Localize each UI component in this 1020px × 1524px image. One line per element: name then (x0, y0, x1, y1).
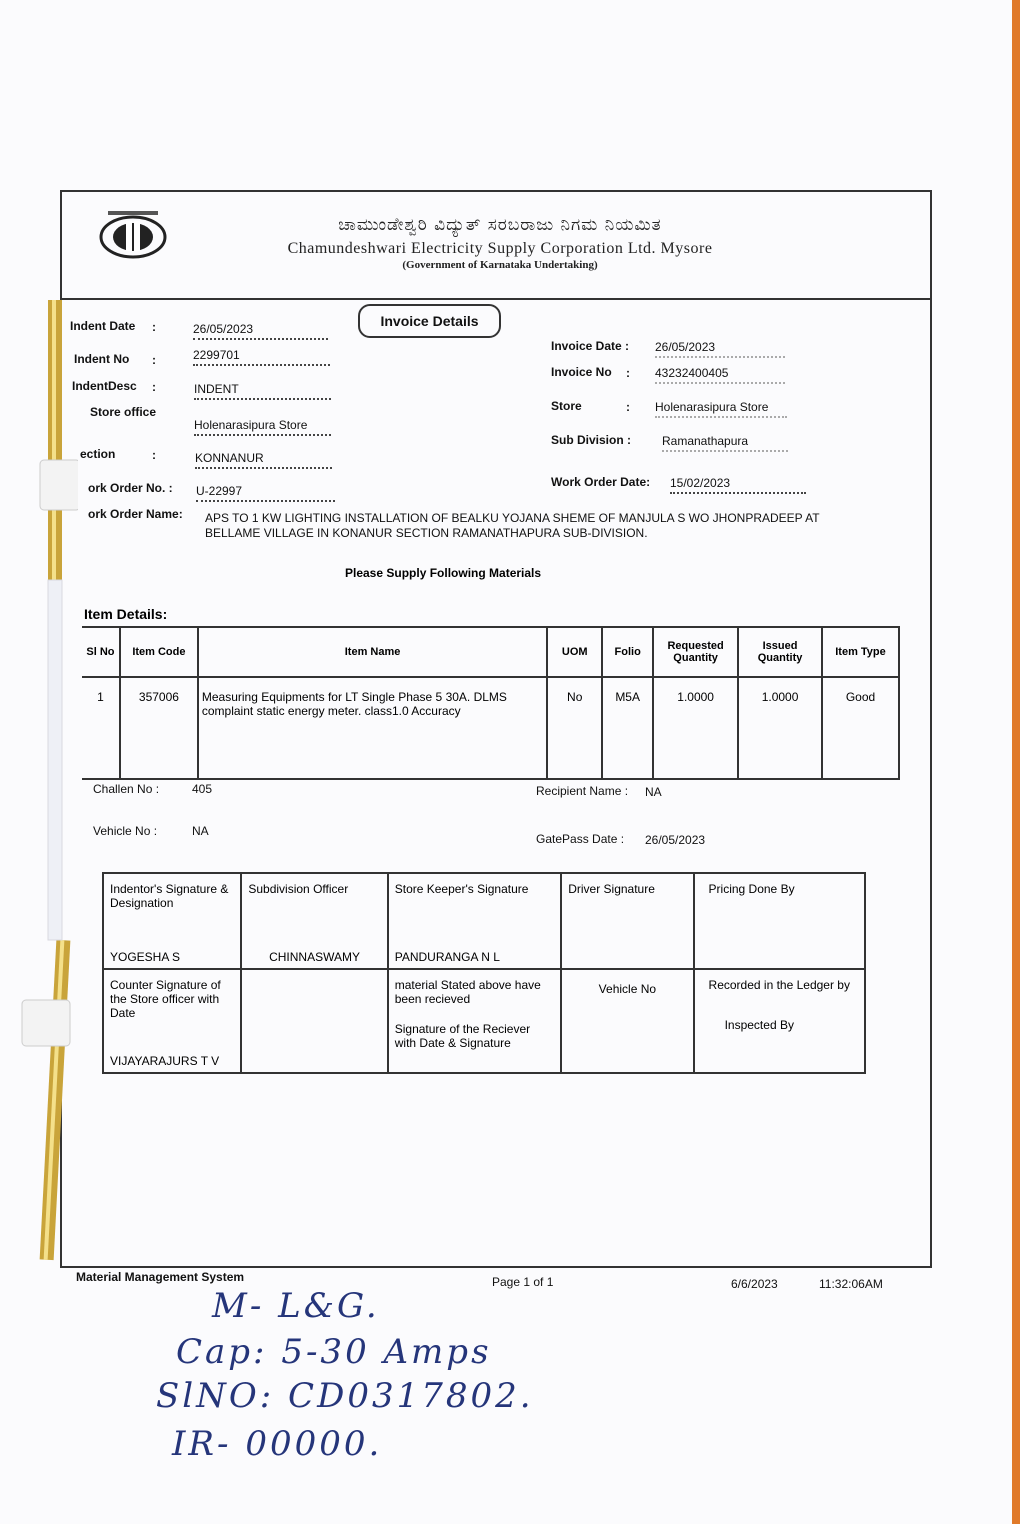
material-stated-text: material Stated above have been recieved (394, 978, 541, 1006)
invoice-details-badge: Invoice Details (358, 304, 501, 338)
work-order-date-value: 15/02/2023 (670, 476, 806, 494)
colon: : (626, 366, 630, 380)
please-supply-heading: Please Supply Following Materials (345, 566, 542, 580)
table-cell: Good (822, 677, 899, 779)
items-table (82, 626, 900, 780)
colon: : (152, 448, 156, 462)
counter-signature-label: Counter Signature of the Store officer with Date (110, 978, 221, 1020)
column-header: Issued Quantity (738, 627, 822, 677)
indent-desc-label: IndentDesc (72, 379, 137, 393)
store-keeper-label: Store Keeper's Signature (394, 882, 529, 896)
work-order-no-label: ork Order No. : (88, 481, 173, 495)
subdivision-officer-cell (241, 873, 387, 969)
gatepass-date-label: GatePass Date : (536, 832, 625, 846)
vehicle-no-value: NA (192, 824, 209, 838)
signature-row (103, 969, 865, 1073)
recipient-name-value: NA (645, 785, 662, 799)
colon: : (152, 353, 156, 367)
counter-signature-name: VIJAYARAJURS T V (110, 1054, 220, 1068)
store-office-label: Store office (90, 405, 157, 419)
english-title: Chamundeshwari Electricity Supply Corporation Ltd. Mysore (287, 240, 713, 257)
colon: : (626, 400, 630, 414)
footer-time: 11:32:06AM (819, 1277, 883, 1291)
signature-row (103, 873, 865, 969)
work-order-date-label: Work Order Date: (551, 475, 651, 489)
store-keeper-cell (388, 873, 561, 969)
table-cell: 1.0000 (653, 677, 738, 779)
item-details-heading: Item Details: (84, 606, 168, 622)
pricing-cell (694, 873, 865, 969)
invoice-no-label: Invoice No (551, 365, 612, 379)
government-line: (Government of Karnataka Undertaking) (402, 259, 598, 271)
handwritten-line-3: SlNO: CD0317802. (156, 1376, 534, 1416)
subdivision-officer-name: CHINNASWAMY (269, 950, 360, 964)
driver-signature-cell (561, 873, 693, 969)
signature-table (102, 872, 866, 1074)
receiver-signature-text: Signature of the Reciever with Date & Signature (394, 1022, 531, 1050)
section-value: KONNANUR (195, 451, 332, 469)
table-cell: No (547, 677, 602, 779)
challen-no-label: Challen No : (93, 782, 160, 796)
handwritten-line-2: Cap: 5-30 Amps (176, 1332, 492, 1372)
table-cell: 1 (82, 677, 120, 779)
pricing-label: Pricing Done By (708, 882, 795, 896)
indent-desc-value: INDENT (194, 382, 331, 400)
vehicle-no-sig-label: Vehicle No (598, 982, 657, 996)
indent-no-value: 2299701 (193, 348, 330, 366)
store-value: Holenarasipura Store (655, 400, 787, 418)
footer-page-number: Page 1 of 1 (492, 1275, 554, 1289)
inspected-by-label: Inspected By (724, 1018, 794, 1032)
vehicle-no-cell (561, 969, 693, 1073)
work-order-no-value: U-22997 (196, 484, 335, 502)
footer-date: 6/6/2023 (731, 1277, 778, 1291)
challen-no-value: 405 (192, 782, 213, 796)
store-keeper-name: PANDURANGA N L (394, 950, 500, 964)
recorded-by-label: Recorded in the Ledger by (708, 978, 850, 992)
column-header: Item Code (120, 627, 198, 677)
receiver-cell (388, 969, 561, 1073)
column-header: Item Name (198, 627, 547, 677)
table-row (82, 677, 899, 779)
recipient-name-label: Recipient Name : (536, 784, 629, 798)
work-order-name-label: ork Order Name: (88, 507, 183, 521)
counter-signature-cell (103, 969, 241, 1073)
orange-background-strip (1012, 0, 1020, 1524)
binder-fastener (18, 300, 78, 1280)
handwritten-line-1: M- L&G. (212, 1286, 380, 1326)
store-label: Store (551, 399, 582, 413)
indent-date-value: 26/05/2023 (193, 322, 328, 340)
driver-signature-label: Driver Signature (568, 882, 655, 896)
vehicle-no-label: Vehicle No : (93, 824, 158, 838)
ledger-cell (694, 969, 865, 1073)
gatepass-date-value: 26/05/2023 (645, 833, 706, 847)
work-order-name-text: APS TO 1 KW LIGHTING INSTALLATION OF BEALKU YOJANA SHEME OF MANJULA S WO JHONPRADEEP AT BELLAME VILLAGE IN KONANUR SECTION RAMANATHAPURA SUB-DIVISION. (205, 511, 820, 540)
footer-system-name: Material Management System (76, 1270, 245, 1284)
colon: : (152, 380, 156, 394)
invoice-date-value: 26/05/2023 (655, 340, 785, 358)
store-office-value: Holenarasipura Store (194, 418, 331, 436)
kannada-title: ಚಾಮುಂಡೇಶ್ವರಿ ವಿದ್ಯುತ್ ಸರಬರಾಜು ನಿಗಮ ನಿಯಮಿತ (338, 215, 662, 235)
cesc-logo (98, 207, 168, 263)
column-header: Folio (602, 627, 653, 677)
section-label: ection (80, 447, 116, 461)
sub-division-label: Sub Division : (551, 433, 632, 447)
subdivision-officer-label: Subdivision Officer (248, 882, 349, 896)
column-header: Item Type (822, 627, 899, 677)
table-cell: M5A (602, 677, 653, 779)
empty-cell (241, 969, 387, 1073)
column-header: Sl No (82, 627, 120, 677)
sub-division-value: Ramanathapura (662, 434, 788, 452)
invoice-date-label: Invoice Date : (551, 339, 630, 353)
indent-date-label: Indent Date (70, 319, 136, 333)
indentor-label: Indentor's Signature & Designation (110, 882, 229, 910)
invoice-no-value: 43232400405 (655, 366, 785, 384)
table-cell: 1.0000 (738, 677, 822, 779)
table-header-row (82, 627, 899, 677)
indentor-name: YOGESHA S (110, 950, 181, 964)
column-header: UOM (547, 627, 602, 677)
colon: : (152, 320, 156, 334)
column-header: Requested Quantity (653, 627, 738, 677)
table-cell: Measuring Equipments for LT Single Phase 5 30A. DLMS complaint static energy meter. class1.0 Accuracy (198, 677, 547, 779)
table-cell: 357006 (120, 677, 198, 779)
indentor-cell (103, 873, 241, 969)
indent-no-label: Indent No (74, 352, 130, 366)
handwritten-line-4: IR- 00000. (172, 1424, 383, 1464)
header-divider (60, 298, 932, 300)
